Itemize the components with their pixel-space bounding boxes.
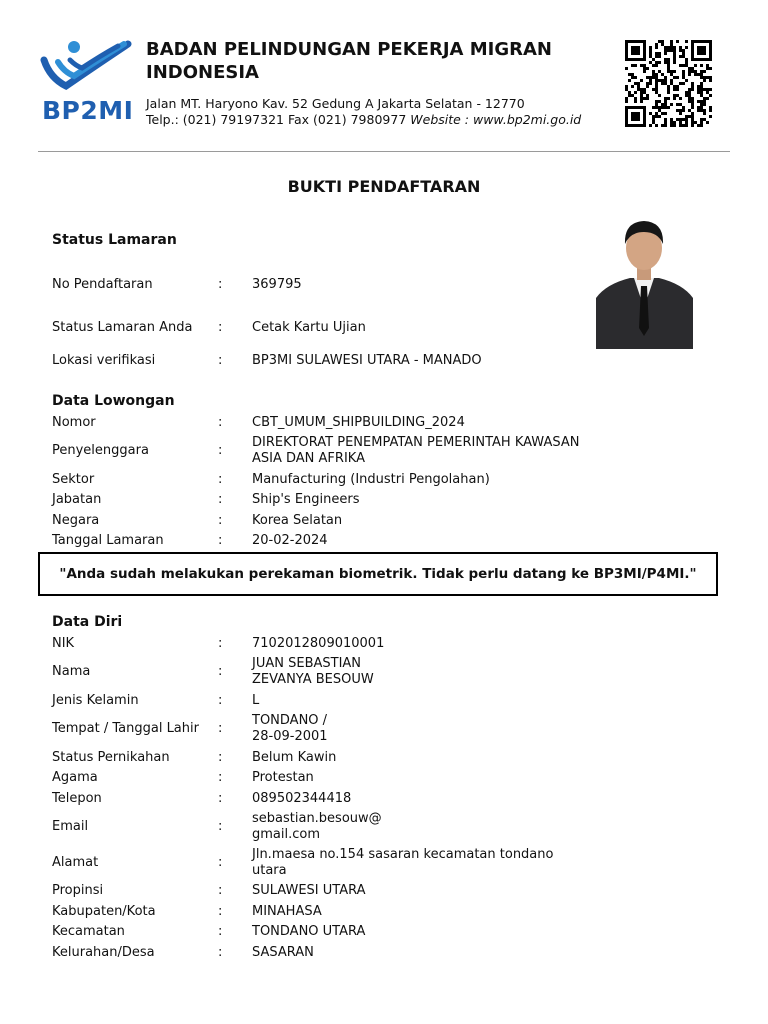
field-value-line1: Belum Kawin	[252, 750, 337, 765]
field-value-line1: TONDANO UTARA	[252, 924, 366, 939]
website: Website : www.bp2mi.go.id	[410, 112, 582, 127]
field-label: Kecamatan	[52, 924, 125, 939]
field-separator: :	[218, 770, 223, 785]
field-value	[252, 656, 592, 688]
field-label: Sektor	[52, 472, 95, 487]
field-value	[252, 472, 592, 488]
field-value	[252, 945, 592, 961]
field-separator: :	[218, 320, 223, 335]
field-value-line1: TONDANO /	[252, 713, 328, 728]
field-value-line2: utara	[252, 863, 287, 878]
field-separator: :	[218, 855, 223, 870]
field-value-line1: Manufacturing (Industri Pengolahan)	[252, 472, 490, 487]
field-value-line1: Jln.maesa no.154 sasaran kecamatan tondano	[252, 847, 554, 862]
field-label: Tempat / Tanggal Lahir	[52, 721, 199, 736]
field-separator: :	[218, 750, 223, 765]
section-data-lowongan: Data Lowongan	[52, 393, 175, 409]
contact: Telp.: (021) 79197321 Fax (021) 7980977	[146, 112, 407, 127]
field-value	[252, 533, 592, 549]
address-block	[146, 96, 581, 128]
header-divider	[38, 151, 730, 152]
field-value-line1: JUAN SEBASTIAN	[252, 656, 362, 671]
field-value-line1: 7102012809010001	[252, 636, 385, 651]
field-label: Kelurahan/Desa	[52, 945, 155, 960]
field-value-line2: ASIA DAN AFRIKA	[252, 451, 365, 466]
field-separator: :	[218, 819, 223, 834]
organization-name	[146, 38, 606, 84]
field-separator: :	[218, 791, 223, 806]
field-label: Kabupaten/Kota	[52, 904, 156, 919]
field-value-line1: SASARAN	[252, 945, 314, 960]
field-value	[252, 277, 592, 293]
field-value-line2: 28-09-2001	[252, 729, 328, 744]
field-label: Negara	[52, 513, 100, 528]
field-value-line1: 20-02-2024	[252, 533, 328, 548]
field-value-line1: CBT_UMUM_SHIPBUILDING_2024	[252, 415, 465, 430]
field-separator: :	[218, 443, 223, 458]
bp2mi-logo-icon	[40, 38, 132, 94]
field-label: Status Lamaran Anda	[52, 320, 193, 335]
field-value	[252, 847, 592, 879]
field-value-line1: Ship's Engineers	[252, 492, 360, 507]
field-separator: :	[218, 636, 223, 651]
section-data-diri: Data Diri	[52, 614, 123, 630]
field-label: Tanggal Lamaran	[52, 533, 164, 548]
field-value-line1: 369795	[252, 277, 302, 292]
field-value-line1: MINAHASA	[252, 904, 322, 919]
org-name-line2: INDONESIA	[146, 62, 259, 83]
applicant-photo	[596, 208, 693, 349]
field-value	[252, 791, 592, 807]
field-label: NIK	[52, 636, 75, 651]
field-label: Status Pernikahan	[52, 750, 170, 765]
field-label: Jabatan	[52, 492, 102, 507]
field-value-line2: ZEVANYA BESOUW	[252, 672, 374, 687]
field-value-line1: BP3MI SULAWESI UTARA - MANADO	[252, 353, 482, 368]
field-value	[252, 435, 592, 467]
field-label: Penyelenggara	[52, 443, 149, 458]
document-title: BUKTI PENDAFTARAN	[287, 177, 481, 196]
field-value-line1: 089502344418	[252, 791, 352, 806]
field-value-line1: Protestan	[252, 770, 314, 785]
field-value	[252, 811, 592, 843]
qr-code-icon	[625, 40, 715, 128]
field-separator: :	[218, 883, 223, 898]
field-separator: :	[218, 353, 223, 368]
field-separator: :	[218, 693, 223, 708]
logo-text: BP2MI	[42, 96, 134, 125]
field-value-line1: DIREKTORAT PENEMPATAN PEMERINTAH KAWASAN	[252, 435, 580, 450]
field-value-line1: Cetak Kartu Ujian	[252, 320, 366, 335]
field-separator: :	[218, 664, 223, 679]
field-value-line2: gmail.com	[252, 827, 321, 842]
contact-line	[146, 112, 581, 128]
biometric-notice: "Anda sudah melakukan perekaman biometrik. Tidak perlu datang ke BP3MI/P4MI."	[38, 552, 718, 596]
field-value	[252, 636, 592, 652]
field-label: Telepon	[52, 791, 102, 806]
field-value	[252, 924, 592, 940]
field-separator: :	[218, 277, 223, 292]
field-value	[252, 320, 592, 336]
field-label: Propinsi	[52, 883, 104, 898]
field-value-line1: Korea Selatan	[252, 513, 343, 528]
field-separator: :	[218, 945, 223, 960]
field-value	[252, 750, 592, 766]
org-name-line1: BADAN PELINDUNGAN PEKERJA MIGRAN	[146, 39, 552, 60]
field-label: Jenis Kelamin	[52, 693, 139, 708]
field-label: No Pendaftaran	[52, 277, 153, 292]
field-value	[252, 693, 592, 709]
field-separator: :	[218, 513, 223, 528]
field-value	[252, 883, 592, 899]
field-separator: :	[218, 415, 223, 430]
field-label: Agama	[52, 770, 98, 785]
field-separator: :	[218, 721, 223, 736]
field-label: Alamat	[52, 855, 99, 870]
field-value-line1: L	[252, 693, 260, 708]
field-value	[252, 713, 592, 745]
section-status-lamaran: Status Lamaran	[52, 232, 177, 248]
field-label: Nomor	[52, 415, 96, 430]
field-label: Email	[52, 819, 89, 834]
field-separator: :	[218, 924, 223, 939]
field-label: Nama	[52, 664, 91, 679]
field-label: Lokasi verifikasi	[52, 353, 156, 368]
field-value	[252, 353, 592, 369]
field-value-line1: sebastian.besouw@	[252, 811, 382, 826]
field-value	[252, 904, 592, 920]
field-separator: :	[218, 904, 223, 919]
field-value-line1: SULAWESI UTARA	[252, 883, 366, 898]
field-separator: :	[218, 472, 223, 487]
field-separator: :	[218, 492, 223, 507]
field-value	[252, 415, 592, 431]
address: Jalan MT. Haryono Kav. 52 Gedung A Jakarta Selatan - 12770	[146, 96, 525, 111]
field-value	[252, 770, 592, 786]
field-value	[252, 513, 592, 529]
field-value	[252, 492, 592, 508]
field-separator: :	[218, 533, 223, 548]
